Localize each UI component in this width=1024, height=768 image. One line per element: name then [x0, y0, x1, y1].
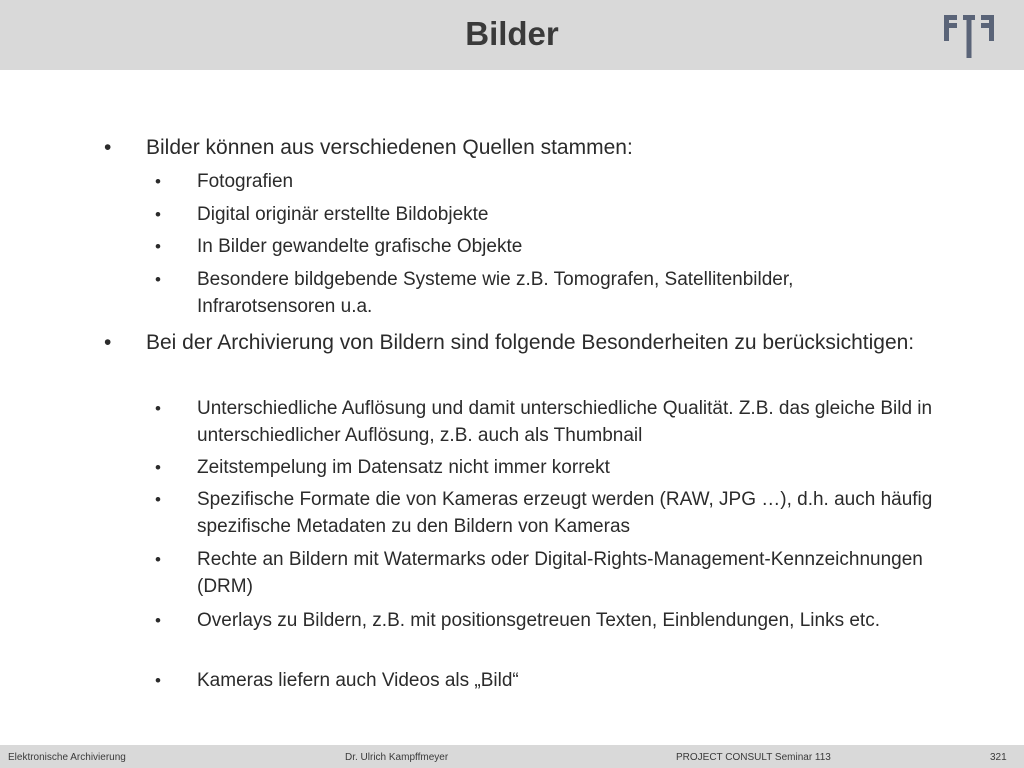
slide-title: Bilder: [465, 15, 559, 52]
slide-footer: [0, 745, 1024, 768]
bullet-marker: •: [155, 399, 161, 418]
bullet-marker: •: [155, 550, 161, 569]
sub-bullet-item: [155, 201, 937, 228]
sub-bullet-text: Spezifische Formate die von Kameras erzeugt werden (RAW, JPG …), d.h. auch häufig spezifische Metadaten zu den Bildern von Kameras: [197, 489, 933, 537]
bullet-item-sources: [104, 133, 926, 163]
bullet-text: Bei der Archivierung von Bildern sind folgende Besonderheiten zu berücksichtigen:: [146, 331, 915, 354]
sub-bullet-item: [155, 486, 937, 540]
sub-bullet-text: In Bilder gewandelte grafische Objekte: [197, 236, 523, 257]
sub-bullet-text: Overlays zu Bildern, z.B. mit positionsgetreuen Texten, Einblendungen, Links etc.: [197, 610, 880, 631]
bullet-marker: •: [104, 331, 112, 354]
sub-bullet-item: [155, 607, 937, 634]
bullet-marker: •: [155, 458, 161, 477]
sub-bullet-item: [155, 546, 937, 600]
bullet-marker: •: [155, 611, 161, 630]
sub-bullet-text: Digital originär erstellte Bildobjekte: [197, 204, 489, 225]
footer-course-title: Elektronische Archivierung: [8, 752, 126, 763]
sub-bullet-item: [155, 168, 937, 195]
footer-seminar: PROJECT CONSULT Seminar 113: [676, 752, 831, 763]
sub-bullet-text: Fotografien: [197, 171, 294, 192]
sub-bullet-text: Kameras liefern auch Videos als „Bild“: [197, 670, 519, 691]
sub-bullet-text: Rechte an Bildern mit Watermarks oder Digital-Rights-Management-Kennzeichnungen (DRM): [197, 549, 923, 597]
bullet-marker: •: [155, 205, 161, 224]
sub-bullet-item: [155, 454, 937, 481]
bullet-text: Bilder können aus verschiedenen Quellen stammen:: [146, 136, 633, 159]
sub-bullet-text: Zeitstempelung im Datensatz nicht immer korrekt: [197, 457, 610, 478]
bullet-marker: •: [155, 270, 161, 289]
sub-bullet-item: [155, 395, 937, 449]
sub-bullet-item: [155, 233, 937, 260]
footer-page-number: 321: [990, 752, 1007, 763]
bullet-marker: •: [155, 490, 161, 509]
bullet-marker: •: [104, 136, 112, 159]
bullet-marker: •: [155, 172, 161, 191]
sub-bullet-item: [155, 667, 937, 694]
sub-bullet-text: Unterschiedliche Auflösung und damit unterschiedliche Qualität. Z.B. das gleiche Bild in unterschiedlicher Auflösung, z.B. auch als Thumbnail: [197, 398, 933, 446]
sub-bullet-text: Besondere bildgebende Systeme wie z.B. Tomografen, Satellitenbilder, Infrarotsensoren u.a.: [197, 269, 794, 317]
bullet-item-archiving: [104, 328, 926, 358]
footer-author: Dr. Ulrich Kampffmeyer: [345, 752, 449, 763]
bullet-marker: •: [155, 237, 161, 256]
bullet-marker: •: [155, 671, 161, 690]
sub-bullet-item: [155, 266, 937, 320]
